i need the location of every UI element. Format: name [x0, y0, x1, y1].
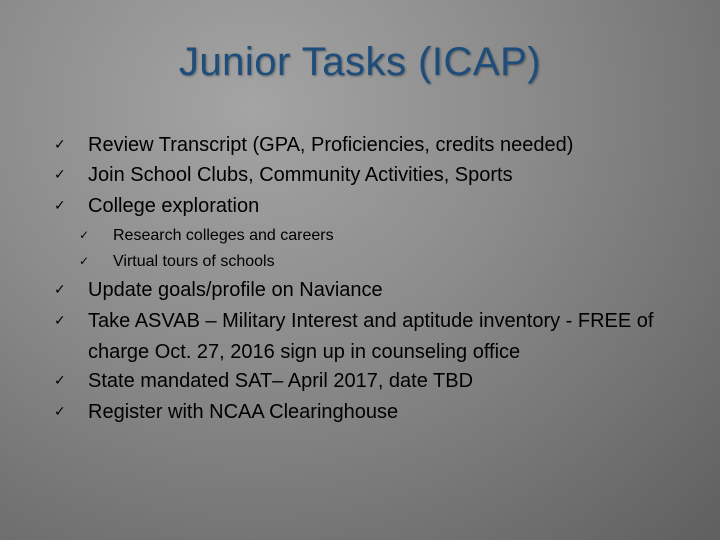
slide-title: Junior Tasks (ICAP): [178, 40, 542, 84]
checkmark-icon: ✓: [54, 167, 66, 183]
bullet-text: Update goals/profile on Naviance: [88, 279, 383, 301]
bullet-text: Review Transcript (GPA, Proficiencies, credits needed): [88, 134, 574, 156]
bullet-item: [54, 160, 688, 191]
sub-bullet-item: [79, 248, 673, 275]
bullet-text: Virtual tours of schools: [113, 253, 275, 270]
checkmark-icon: ✓: [54, 373, 66, 389]
checkmark-icon: ✓: [54, 282, 66, 298]
checkmark-icon: ✓: [54, 313, 66, 329]
bullet-text: College exploration: [88, 195, 260, 217]
bullet-text: State mandated SAT– April 2017, date TBD: [88, 370, 474, 392]
checkmark-icon: ✓: [54, 198, 66, 214]
bullet-text: Research colleges and careers: [113, 227, 334, 244]
bullet-item: [54, 366, 688, 397]
bullet-item: [54, 191, 688, 222]
bullet-item: [54, 306, 663, 368]
sub-bullet-item: [79, 222, 673, 249]
bullet-item: [54, 397, 688, 428]
checkmark-icon: ✓: [79, 228, 90, 242]
checkmark-icon: ✓: [54, 137, 66, 153]
bullet-text: Register with NCAA Clearinghouse: [88, 401, 399, 423]
bullet-item: [54, 275, 688, 306]
bullet-text: Take ASVAB – Military Interest and aptitude inventory - FREE of charge Oct. 27, 2016 sign up in counseling office: [88, 310, 654, 363]
checkmark-icon: ✓: [54, 404, 66, 420]
bullet-text: Join School Clubs, Community Activities, Sports: [88, 164, 513, 186]
bullet-item: [54, 130, 688, 161]
checkmark-icon: ✓: [79, 254, 90, 268]
